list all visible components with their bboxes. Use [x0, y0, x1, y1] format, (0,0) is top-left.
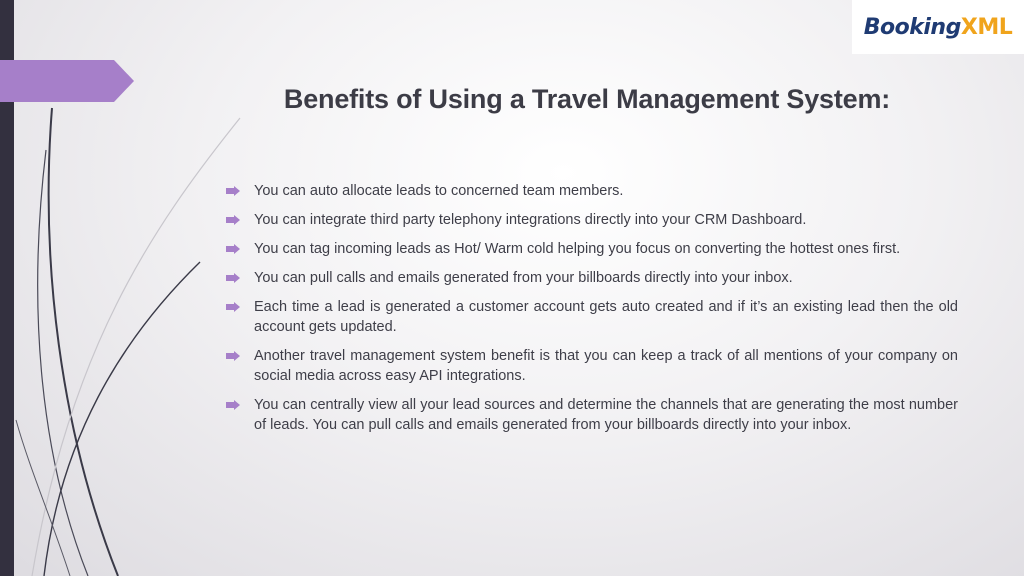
bullet-text: You can centrally view all your lead sources and determine the channels that are generating the most number of leads. You can pull calls and emails generated from your billboards directly into your inbox. [254, 397, 958, 433]
bullet-text: You can pull calls and emails generated from your billboards directly into your inbox. [254, 270, 793, 286]
arrow-bullet-icon [226, 302, 240, 312]
arrow-bullet-icon [226, 186, 240, 196]
bullet-item [226, 210, 958, 230]
bullet-list [226, 181, 958, 444]
bullet-text: You can auto allocate leads to concerned team members. [254, 183, 624, 199]
bullet-item [226, 297, 958, 337]
arrow-bullet-icon [226, 351, 240, 361]
bullet-item [226, 239, 958, 259]
arrow-bullet-icon [226, 244, 240, 254]
logo-part-xml: XML [960, 14, 1013, 40]
brand-logo [852, 0, 1024, 54]
bullet-item [226, 181, 958, 201]
bullet-item [226, 268, 958, 288]
bullet-text: You can integrate third party telephony integrations directly into your CRM Dashboard. [254, 212, 807, 228]
bullet-item [226, 346, 958, 386]
arrow-bullet-icon [226, 400, 240, 410]
slide-title: Benefits of Using a Travel Management System: [283, 84, 891, 114]
bullet-text: Another travel management system benefit is that you can keep a track of all mentions of your company on social media across easy API integrations. [254, 348, 958, 384]
arrow-bullet-icon [226, 273, 240, 283]
title-tab-arrow [0, 60, 134, 102]
bullet-item [226, 395, 958, 435]
logo-wordmark [864, 15, 1012, 40]
arrow-bullet-icon [226, 215, 240, 225]
bullet-text: You can tag incoming leads as Hot/ Warm cold helping you focus on converting the hottest ones first. [254, 241, 901, 257]
logo-part-booking: Booking [863, 14, 961, 40]
bullet-text: Each time a lead is generated a customer account gets auto created and if it’s an existing lead then the old account gets updated. [254, 299, 958, 335]
